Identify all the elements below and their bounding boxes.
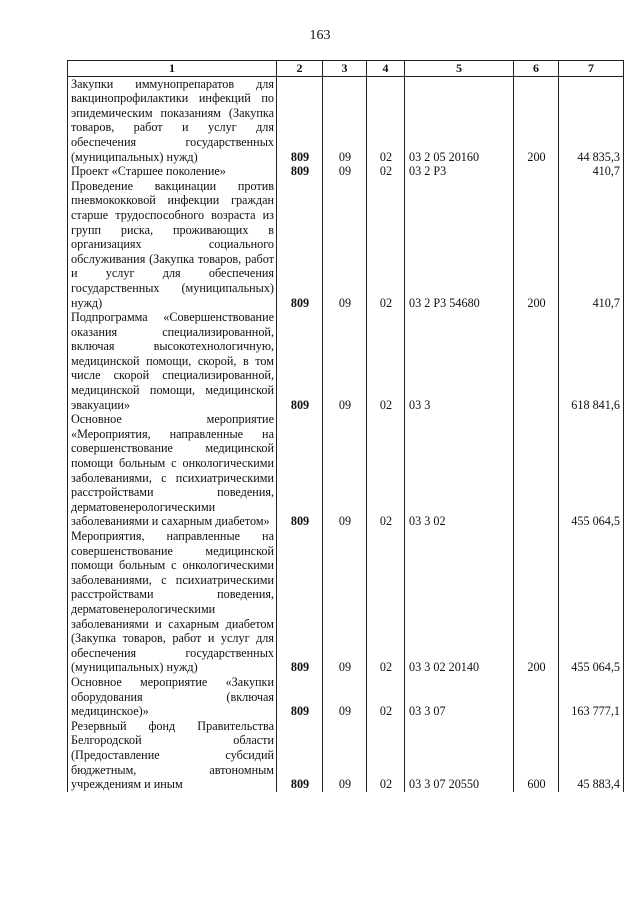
header-cell: 4 [367, 61, 405, 77]
target-article-cell: 03 3 07 20550 [405, 719, 514, 792]
section-code-cell: 09 [323, 529, 367, 675]
table-row [68, 412, 624, 529]
target-article-cell: 03 2 05 20160 [405, 76, 514, 164]
subsection-code-cell: 02 [367, 164, 405, 179]
header-cell: 2 [277, 61, 323, 77]
amount-cell: 44 835,3 [559, 76, 624, 164]
target-article-cell: 03 3 02 20140 [405, 529, 514, 675]
item-name-cell: Основное мероприятие «Закупки оборудования (включая медицинское)» [68, 675, 277, 719]
department-code-cell: 809 [277, 675, 323, 719]
table-row [68, 179, 624, 310]
expense-type-cell [514, 675, 559, 719]
subsection-code-cell: 02 [367, 179, 405, 310]
amount-cell: 410,7 [559, 179, 624, 310]
target-article-cell: 03 2 P3 54680 [405, 179, 514, 310]
subsection-code-cell: 02 [367, 529, 405, 675]
item-name-cell: Основное мероприятие «Мероприятия, направленные на совершенствование медицинской помощи больным с онкологическими заболеваниями, с психиатрическими расстройствами поведения, дерматовенерологическими заболеваниями и сахарным диабетом» [68, 412, 277, 529]
subsection-code-cell: 02 [367, 719, 405, 792]
item-name-cell: Подпрограмма «Совершенствование оказания специализированной, включая высокотехнологичную, медицинской помощи, скорой, в том числе скорой специализированной, медицинской помощи, медицинской эвакуации» [68, 310, 277, 412]
table-row [68, 529, 624, 675]
amount-cell: 455 064,5 [559, 412, 624, 529]
item-name-cell: Резервный фонд Правительства Белгородской области (Предоставление субсидий бюджетным, автономным учреждениям и иным [68, 719, 277, 792]
item-name-cell: Закупки иммунопрепаратов для вакцинопрофилактики инфекций по эпидемическим показаниям (Закупка товаров, работ и услуг для обеспечения государственных (муниципальных) нужд) [68, 76, 277, 164]
header-cell: 7 [559, 61, 624, 77]
department-code-cell: 809 [277, 179, 323, 310]
table-row [68, 719, 624, 792]
amount-cell: 45 883,4 [559, 719, 624, 792]
subsection-code-cell: 02 [367, 76, 405, 164]
expense-type-cell: 200 [514, 529, 559, 675]
subsection-code-cell: 02 [367, 310, 405, 412]
item-name-cell: Проведение вакцинации против пневмококковой инфекции граждан старше трудоспособного возраста из групп риска, проживающих в организациях социального обслуживания (Закупка товаров, работ и услуг для обеспечения государственных (муниципальных) нужд) [68, 179, 277, 310]
department-code-cell: 809 [277, 164, 323, 179]
amount-cell: 410,7 [559, 164, 624, 179]
target-article-cell: 03 3 07 [405, 675, 514, 719]
department-code-cell: 809 [277, 529, 323, 675]
department-code-cell: 809 [277, 412, 323, 529]
budget-table [67, 60, 624, 792]
expense-type-cell: 200 [514, 179, 559, 310]
department-code-cell: 809 [277, 76, 323, 164]
target-article-cell: 03 3 [405, 310, 514, 412]
item-name-cell: Мероприятия, направленные на совершенствование медицинской помощи больным с онкологическими заболеваниями, с психиатрическими расстройствами поведения, дерматовенерологическими заболеваниями и сахарным диабетом (Закупка товаров, работ и услуг для обеспечения государственных (муниципальных) нужд) [68, 529, 277, 675]
header-cell: 1 [68, 61, 277, 77]
amount-cell: 455 064,5 [559, 529, 624, 675]
department-code-cell: 809 [277, 310, 323, 412]
section-code-cell: 09 [323, 76, 367, 164]
section-code-cell: 09 [323, 675, 367, 719]
section-code-cell: 09 [323, 164, 367, 179]
subsection-code-cell: 02 [367, 675, 405, 719]
section-code-cell: 09 [323, 412, 367, 529]
expense-type-cell: 200 [514, 76, 559, 164]
section-code-cell: 09 [323, 310, 367, 412]
section-code-cell: 09 [323, 179, 367, 310]
department-code-cell: 809 [277, 719, 323, 792]
header-cell: 3 [323, 61, 367, 77]
section-code-cell: 09 [323, 719, 367, 792]
table-row [68, 675, 624, 719]
expense-type-cell [514, 164, 559, 179]
expense-type-cell [514, 412, 559, 529]
target-article-cell: 03 3 02 [405, 412, 514, 529]
amount-cell: 618 841,6 [559, 310, 624, 412]
expense-type-cell [514, 310, 559, 412]
page-number: 163 [309, 28, 331, 43]
header-cell: 5 [405, 61, 514, 77]
header-cell: 6 [514, 61, 559, 77]
table-row [68, 164, 624, 179]
amount-cell: 163 777,1 [559, 675, 624, 719]
subsection-code-cell: 02 [367, 412, 405, 529]
expense-type-cell: 600 [514, 719, 559, 792]
table-row [68, 310, 624, 412]
item-name-cell: Проект «Старшее поколение» [68, 164, 277, 179]
table-header-row [68, 61, 624, 77]
table-row [68, 76, 624, 164]
target-article-cell: 03 2 P3 [405, 164, 514, 179]
